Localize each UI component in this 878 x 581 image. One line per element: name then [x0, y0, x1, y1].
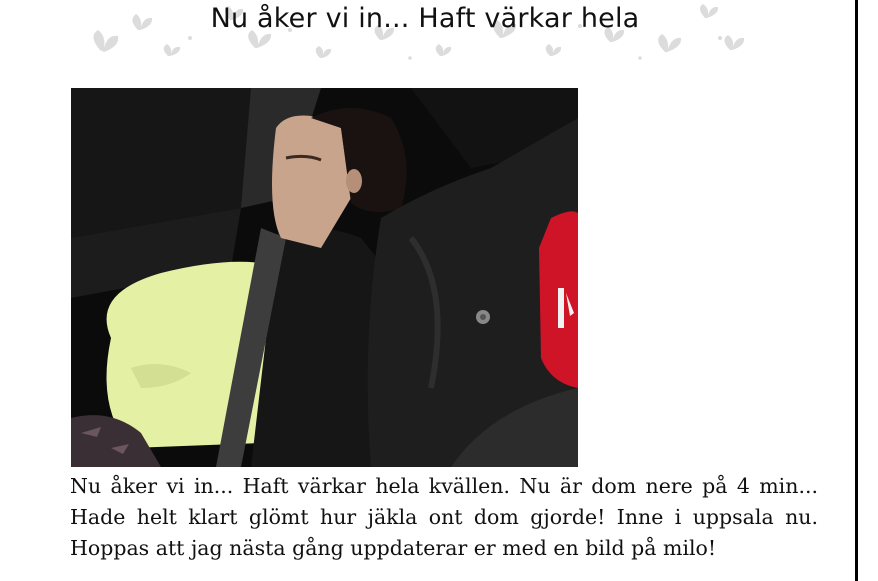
post-title: Nu åker vi in... Haft värkar hela	[210, 3, 640, 34]
post-photo	[71, 88, 578, 467]
post-body	[70, 471, 818, 564]
page-border	[855, 0, 858, 581]
photo-image-icon	[71, 88, 578, 467]
post-body-text: Nu åker vi in... Haft värkar hela kvällen. Nu är dom nere på 4 min... Hade helt klart glömt hur jäkla ont dom gjorde! Inne i uppsala nu. Hoppas att jag nästa gång uppdaterar er med en bild på milo!	[70, 474, 818, 560]
title-header	[80, 0, 760, 62]
